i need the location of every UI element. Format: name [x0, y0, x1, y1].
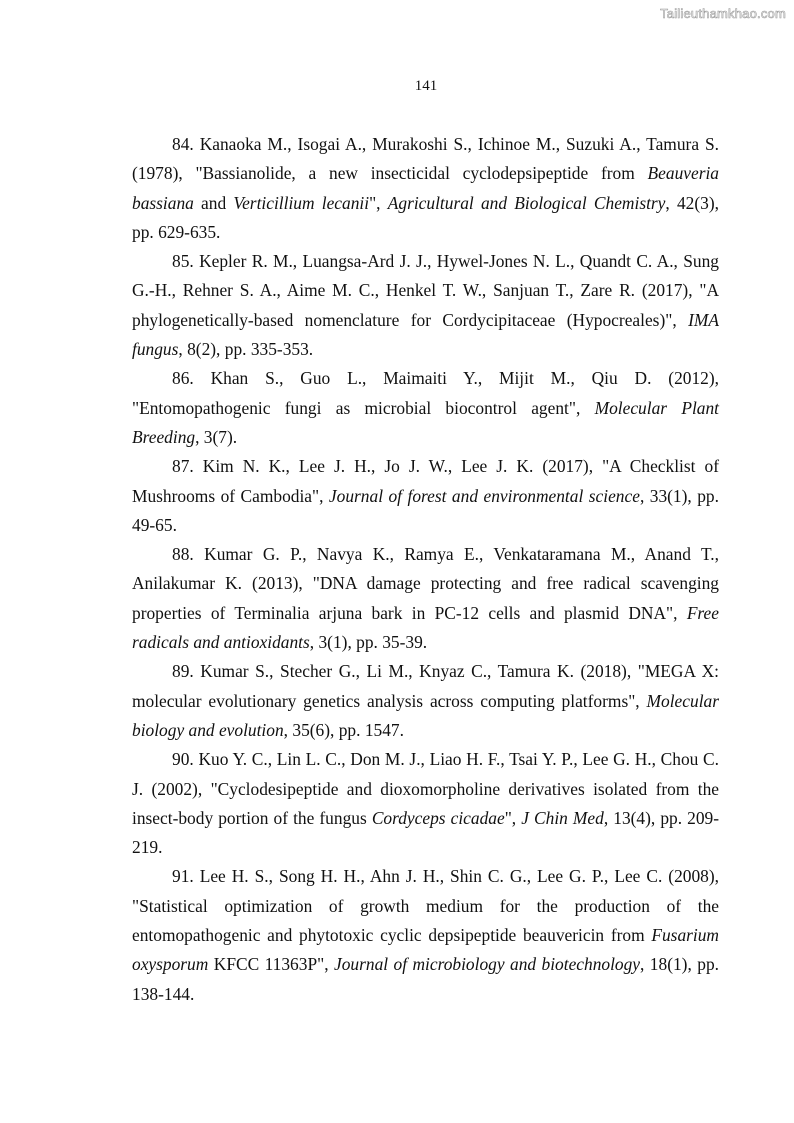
- reference-italic-text: Fusarium oxysporum: [132, 925, 719, 975]
- reference-italic-text: Free radicals and antioxidants: [132, 602, 719, 653]
- reference-list: [132, 130, 719, 1009]
- reference-text: Kim N. K., Lee J. H., Jo J. W., Lee J. K. (2017), "A Checklist of Mushrooms of Cambodia",: [132, 456, 719, 506]
- reference-text: Kumar G. P., Navya K., Ramya E., Venkataramana M., Anand T., Anilakumar K. (2013), "DNA damage protecting and free radical scavenging properties of Terminalia arjuna bark in PC-12 cells and plasmid DNA",: [132, 544, 719, 623]
- reference-text: Khan S., Guo L., Maimaiti Y., Mijit M., Qiu D. (2012), "Entomopathogenic fungi as microbial biocontrol agent",: [132, 368, 719, 418]
- reference-text: , 13(4), pp. 209-219.: [132, 807, 720, 858]
- reference-number: 88.: [172, 544, 194, 565]
- reference-italic-text: Journal of forest and environmental science: [328, 485, 640, 506]
- reference-text: , 42(3), pp. 629-635.: [132, 192, 719, 242]
- reference-italic-text: Journal of microbiology and biotechnology: [334, 954, 641, 975]
- reference-entry: [132, 745, 719, 862]
- reference-text: , 33(1), pp. 49-65.: [132, 485, 719, 535]
- reference-text: Kuo Y. C., Lin L. C., Don M. J., Liao H. F., Tsai Y. P., Lee G. H., Chou C. J. (2002), "Cyclodesipeptide and dioxomorpholine derivatives isolated from the insect-body portion of the fungus: [132, 749, 719, 828]
- reference-italic-text: Verticillium lecanii: [233, 192, 370, 213]
- reference-text: ",: [369, 192, 388, 213]
- reference-text: , 8(2), pp. 335-353.: [178, 339, 314, 360]
- reference-italic-text: Molecular biology and evolution: [132, 690, 719, 740]
- page-number: 141: [414, 78, 438, 94]
- reference-number: 84.: [172, 134, 194, 154]
- reference-entry: [132, 862, 719, 1008]
- reference-italic-text: IMA fungus: [132, 309, 719, 360]
- reference-text: ",: [504, 807, 522, 828]
- reference-italic-text: Beauveria bassiana: [132, 163, 719, 213]
- reference-text: Kepler R. M., Luangsa-Ard J. J., Hywel-Jones N. L., Quandt C. A., Sung G.-H., Rehner S. A., Aime M. C., Henkel T. W., Sanjuan T., Zare R. (2017), "A phylogenetically-based nomenclature for Cordycipitaceae (Hypocreales)",: [132, 251, 719, 330]
- reference-entry: [132, 364, 719, 452]
- reference-entry: [132, 657, 719, 745]
- reference-number: 85.: [172, 251, 194, 272]
- reference-text: Lee H. S., Song H. H., Ahn J. H., Shin C. G., Lee G. P., Lee C. (2008), "Statistical optimization of growth medium for the production of the entomopathogenic and phytotoxic cyclic depsipeptide beauvericin from: [132, 866, 719, 946]
- reference-text: , 3(7).: [195, 426, 238, 447]
- reference-italic-text: J Chin Med: [521, 807, 604, 828]
- reference-text: , 18(1), pp. 138-144.: [132, 954, 719, 1004]
- reference-italic-text: Molecular Plant Breeding: [132, 397, 719, 447]
- reference-italic-text: Agricultural and Biological Chemistry: [387, 192, 666, 213]
- reference-entry: [132, 540, 719, 657]
- reference-entry: [132, 452, 719, 540]
- watermark-text: Tailieuthamkhao.com: [660, 6, 786, 21]
- reference-text: , 3(1), pp. 35-39.: [309, 632, 428, 653]
- reference-text: Kumar S., Stecher G., Li M., Knyaz C., Tamura K. (2018), "MEGA X: molecular evolutionary genetics analysis across computing platforms",: [132, 661, 719, 711]
- reference-number: 89.: [172, 661, 194, 682]
- reference-number: 87.: [172, 456, 194, 477]
- reference-text: KFCC 11363P",: [208, 954, 334, 975]
- reference-number: 86.: [172, 368, 194, 389]
- reference-entry: [132, 130, 719, 247]
- reference-number: 91.: [172, 866, 194, 887]
- reference-text: and: [193, 192, 234, 213]
- reference-text: Kanaoka M., Isogai A., Murakoshi S., Ichinoe M., Suzuki A., Tamura S. (1978), "Bassianolide, a new insecticidal cyclodepsipeptide from: [132, 134, 719, 184]
- reference-text: , 35(6), pp. 1547.: [283, 719, 404, 740]
- reference-entry: [132, 247, 719, 364]
- reference-italic-text: Cordyceps cicadae: [371, 807, 505, 828]
- reference-number: 90.: [172, 749, 194, 770]
